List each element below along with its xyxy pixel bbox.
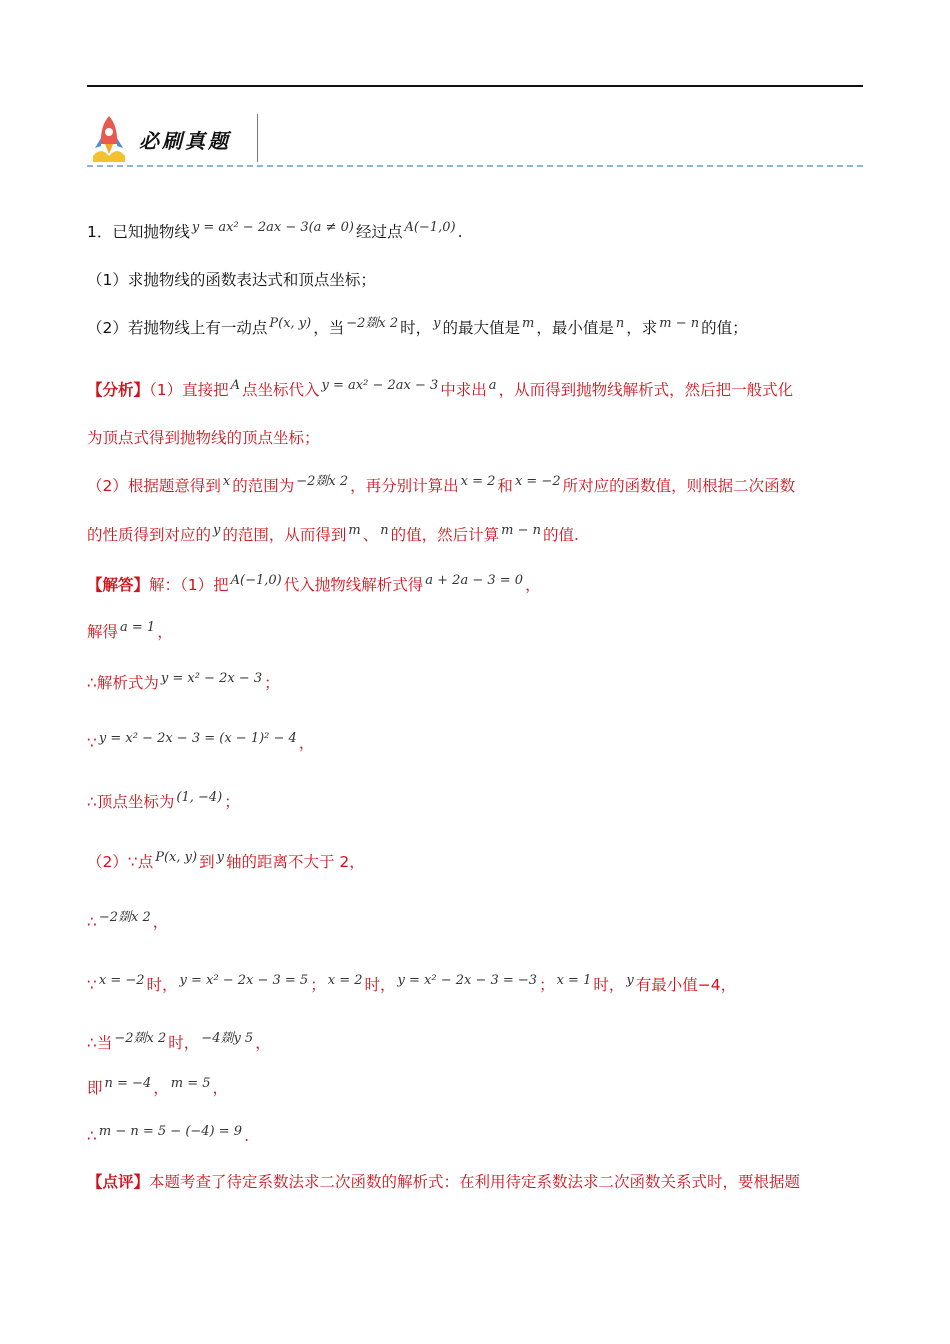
solution-line-4: ∵ $^{y = x^2 - 2x - 3 = (x - 1)^2 - 4}$ ， <box>87 731 315 752</box>
rocket-icon <box>87 112 131 164</box>
solution-tag: 【解答】 <box>87 576 150 594</box>
question-stem: 1．已知抛物线 $^{y = ax^2 - 2ax - 3(a \ne 0)}$ 经过点 $^{A(-1,0)}$ . <box>87 220 463 241</box>
banner-dashed-rule <box>87 165 863 167</box>
banner-divider <box>257 114 258 162</box>
top-rule <box>87 85 863 87</box>
solution-line-6: （2）∵点 $^{P(x, y)}$ 到 $^y$ 轴的距离不大于 2， <box>87 850 365 871</box>
analysis-line-4: 的性质得到对应的 $^y$ 的范围，从而得到 $^m$ 、 $^n$ 的值，然后计算 $^{m - n}$ 的值. <box>87 523 579 544</box>
solution-line-9: ∴当 $^{-2剟x 2}$ 时， $^{-4剟y 5}$ ， <box>87 1031 271 1052</box>
analysis-line-1: 【分析】（1）直接把 $^A$ 点坐标代入 $^{y = ax^2 - 2ax - 3}$ 中求出 $^a$ ，从而得到抛物线解析式，然后把一般式化 <box>87 378 794 399</box>
question-part-1: （1）求抛物线的函数表达式和顶点坐标； <box>87 271 376 289</box>
solution-line-7: ∴ $^{-2剟x 2}$ ， <box>87 910 169 931</box>
solution-line-1: 【解答】解：（1）把 $^{A(-1,0)}$ 代入抛物线解析式得 $^{a + 2a - 3 = 0}$ ， <box>87 573 541 594</box>
solution-line-2: 解得 $^{a = 1}$ ， <box>87 620 173 641</box>
question-part-2: （2）若抛物线上有一动点 $^{P(x, y)}$ ，当 $^{-2剟x 2}$ 时， $^y$ 的最大值是 $^m$ ，最小值是 $^n$ ，求 $^{m - n}$ 的值； <box>87 316 748 337</box>
solution-line-11: ∴ $^{m - n = 5 - (-4) = 9}$ . <box>87 1124 249 1145</box>
solution-line-10: 即 $^{n = -4}$ ， $^{m = 5}$ ， <box>87 1076 229 1097</box>
analysis-line-2: 为顶点式得到抛物线的顶点坐标； <box>87 429 320 447</box>
analysis-tag: 【分析】 <box>87 381 150 399</box>
solution-line-5: ∴顶点坐标为 $^{(1, -4)}$ ； <box>87 790 240 811</box>
comment-tag: 【点评】 <box>87 1173 150 1191</box>
comment-line: 【点评】本题考查了待定系数法求二次函数的解析式：在利用待定系数法求二次函数关系式时，要根据题 <box>87 1173 801 1191</box>
section-banner <box>87 112 863 172</box>
solution-line-3: ∴解析式为 $^{y = x^2 - 2x - 3}$ ； <box>87 671 280 692</box>
analysis-line-3: （2）根据题意得到 $^x$ 的范围为 $^{-2剟x 2}$ ，再分别计算出 $^{x = 2}$ 和 $^{x = -2}$ 所对应的函数值，则根据二次函数 <box>87 474 796 495</box>
banner-title: 必刷真题 <box>139 129 231 153</box>
solution-line-8: ∵ $^{x = -2}$ 时， $^{y = x^2 - 2x - 3 = 5}$ ； $^{x = 2}$ 时， $^{y = x^2 - 2x - 3 = -3}$ ； $^{x = 1}$ 时， $^y$ 有最小值−4， <box>87 973 737 994</box>
